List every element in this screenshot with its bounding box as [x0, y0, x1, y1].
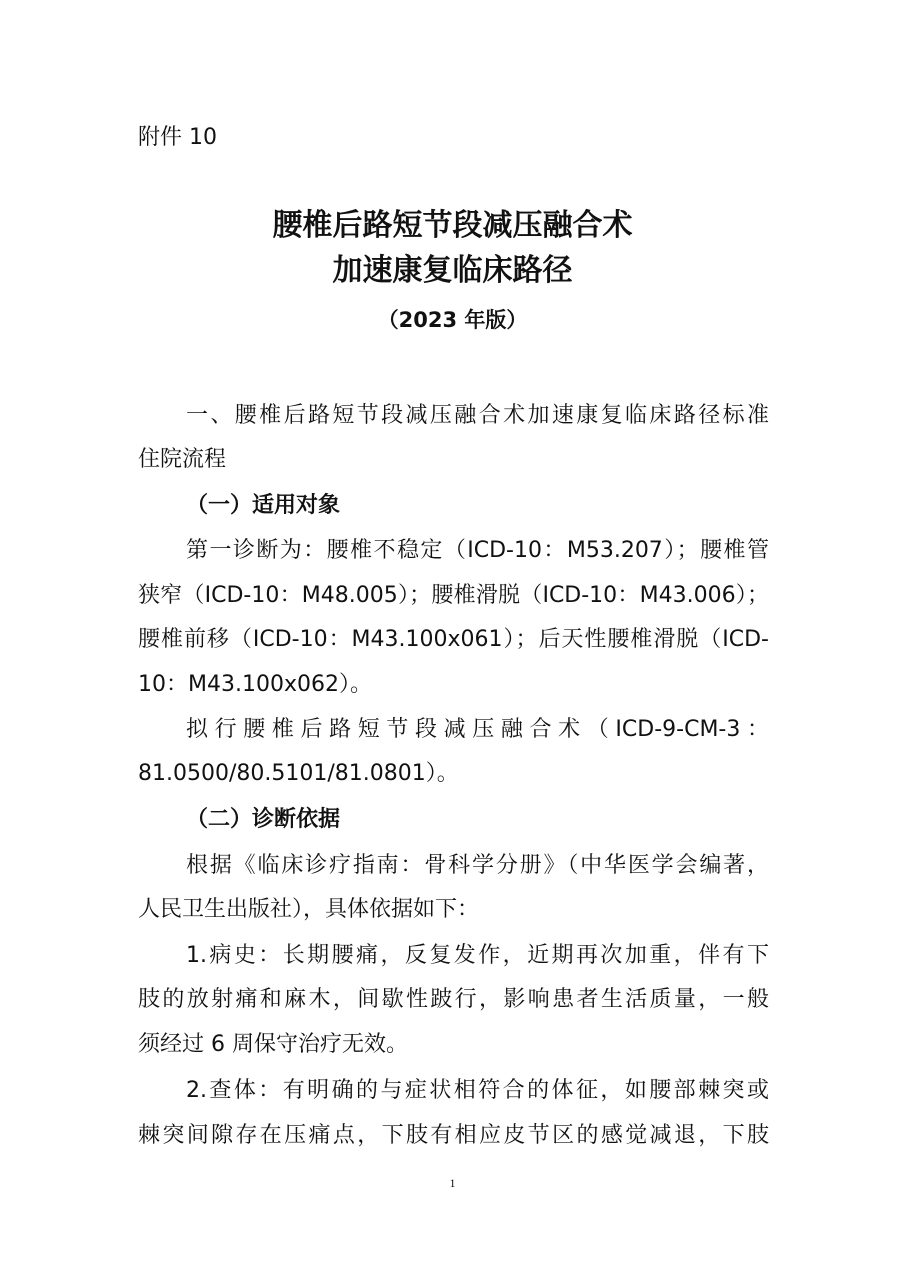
history-line-2: 肢的放射痛和麻木，间歇性跛行，影响患者生活质量，一般	[138, 987, 769, 1012]
diagnosis-line-3: 腰椎前移（ICD-10：M43.100x061）；后天性腰椎滑脱（ICD-	[138, 627, 769, 652]
subsection-heading-diagnostic-basis: （二）诊断依据	[186, 807, 341, 832]
subsection-heading-applicable-objects: （一）适用对象	[186, 493, 341, 518]
exam-line-2: 棘突间隙存在压痛点，下肢有相应皮节区的感觉减退，下肢	[138, 1123, 769, 1148]
diagnosis-line-1: 第一诊断为：腰椎不稳定（ICD-10：M53.207）；腰椎管	[186, 538, 769, 563]
edition-label: （2023 年版）	[377, 308, 528, 332]
basis-line-1: 根据《临床诊疗指南：骨科学分册》（中华医学会编著，	[186, 853, 769, 878]
history-line-1: 1.病史：长期腰痛，反复发作，近期再次加重，伴有下	[186, 943, 769, 968]
surgery-line-2: 81.0500/80.5101/81.0801）。	[138, 761, 459, 786]
exam-line-1: 2.查体：有明确的与症状相符合的体征，如腰部棘突或	[186, 1078, 769, 1103]
basis-line-2: 人民卫生出版社），具体依据如下：	[138, 897, 480, 922]
attachment-label: 附件 10	[138, 125, 217, 150]
history-line-3: 须经过 6 周保守治疗无效。	[138, 1032, 408, 1057]
section-heading-line-1: 一、腰椎后路短节段减压融合术加速康复临床路径标准	[186, 403, 769, 428]
document-title-line-2: 加速康复临床路径	[332, 253, 573, 288]
section-heading-line-2: 住院流程	[138, 447, 227, 472]
diagnosis-line-2: 狭窄（ICD-10：M48.005）；腰椎滑脱（ICD-10：M43.006）；	[138, 583, 769, 608]
document-title-line-1: 腰椎后路短节段减压融合术	[272, 208, 633, 243]
diagnosis-line-4: 10：M43.100x062）。	[138, 672, 372, 697]
page-number: 1	[449, 1176, 456, 1190]
surgery-line-1: 拟行腰椎后路短节段减压融合术（ICD-9-CM-3：	[186, 717, 769, 742]
